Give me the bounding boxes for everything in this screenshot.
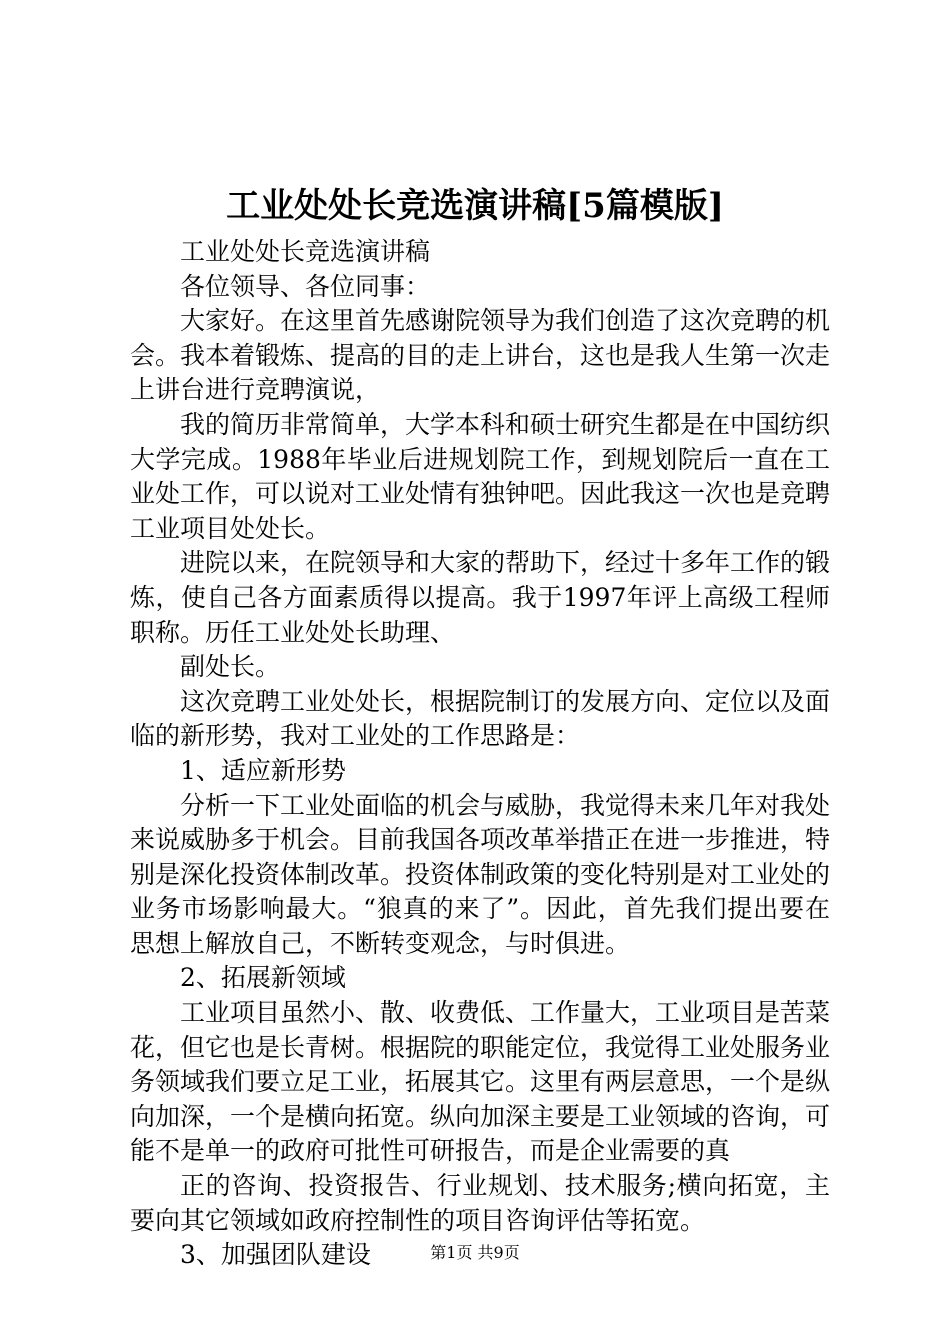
paragraph-section-2-cont: 正的咨询、投资报告、行业规划、技术服务;横向拓宽，主要向其它领域如政府控制性的项目咨询评估等拓宽。	[130, 1171, 830, 1235]
paragraph-subtitle: 工业处处长竞选演讲稿	[180, 237, 431, 266]
paragraph-deputy: 副处长。	[180, 652, 281, 682]
document-title: 工业处处长竞选演讲稿[5篇模版]	[226, 186, 724, 226]
paragraph-career: 进院以来，在院领导和大家的帮助下，经过十多年工作的锻炼，使自己各方面素质得以提高。我于1997年评上高级工程师职称。历任工业处处长助理、	[130, 548, 831, 647]
section-heading-3: 3、加强团队建设	[180, 1240, 371, 1270]
page-footer: 第1页 共9页	[430, 1243, 520, 1262]
section-heading-2: 2、拓展新领域	[180, 963, 346, 993]
paragraph-section-1: 分析一下工业处面临的机会与威胁，我觉得未来几年对我处来说威胁多于机会。目前我国各项改革举措正在进一步推进，特别是深化投资体制改革。投资体制政策的变化特别是对工业处的业务市场影响最大。“狼真的来了”。因此，首先我们提出要在思想上解放自己，不断转变观念，与时俱进。	[130, 790, 831, 958]
paragraph-plan-intro: 这次竞聘工业处处长，根据院制订的发展方向、定位以及面临的新形势，我对工业处的工作思路是：	[130, 686, 831, 751]
paragraph-section-2: 工业项目虽然小、散、收费低、工作量大，工业项目是苦菜花，但它也是长青树。根据院的职能定位，我觉得工业处服务业务领域我们要立足工业，拓展其它。这里有两层意思，一个是纵向加深，一个是横向拓宽。纵向加深主要是工业领域的咨询，可能不是单一的政府可批性可研报告，而是企业需要的真	[130, 998, 831, 1166]
section-heading-1: 1、适应新形势	[180, 755, 346, 785]
paragraph-resume: 我的简历非常简单，大学本科和硕士研究生都是在中国纺织大学完成。1988年毕业后进规划院工作，到规划院后一直在工业处工作，可以说对工业处情有独钟吧。因此我这一次也是竞聘工业项目处处长。	[130, 409, 831, 543]
paragraph-salutation: 各位领导、各位同事：	[180, 271, 431, 301]
document-body	[130, 235, 830, 1273]
paragraph-greeting: 大家好。在这里首先感谢院领导为我们创造了这次竞聘的机会。我本着锻炼、提高的目的走上讲台，这也是我人生第一次走上讲台进行竞聘演说，	[130, 306, 831, 405]
